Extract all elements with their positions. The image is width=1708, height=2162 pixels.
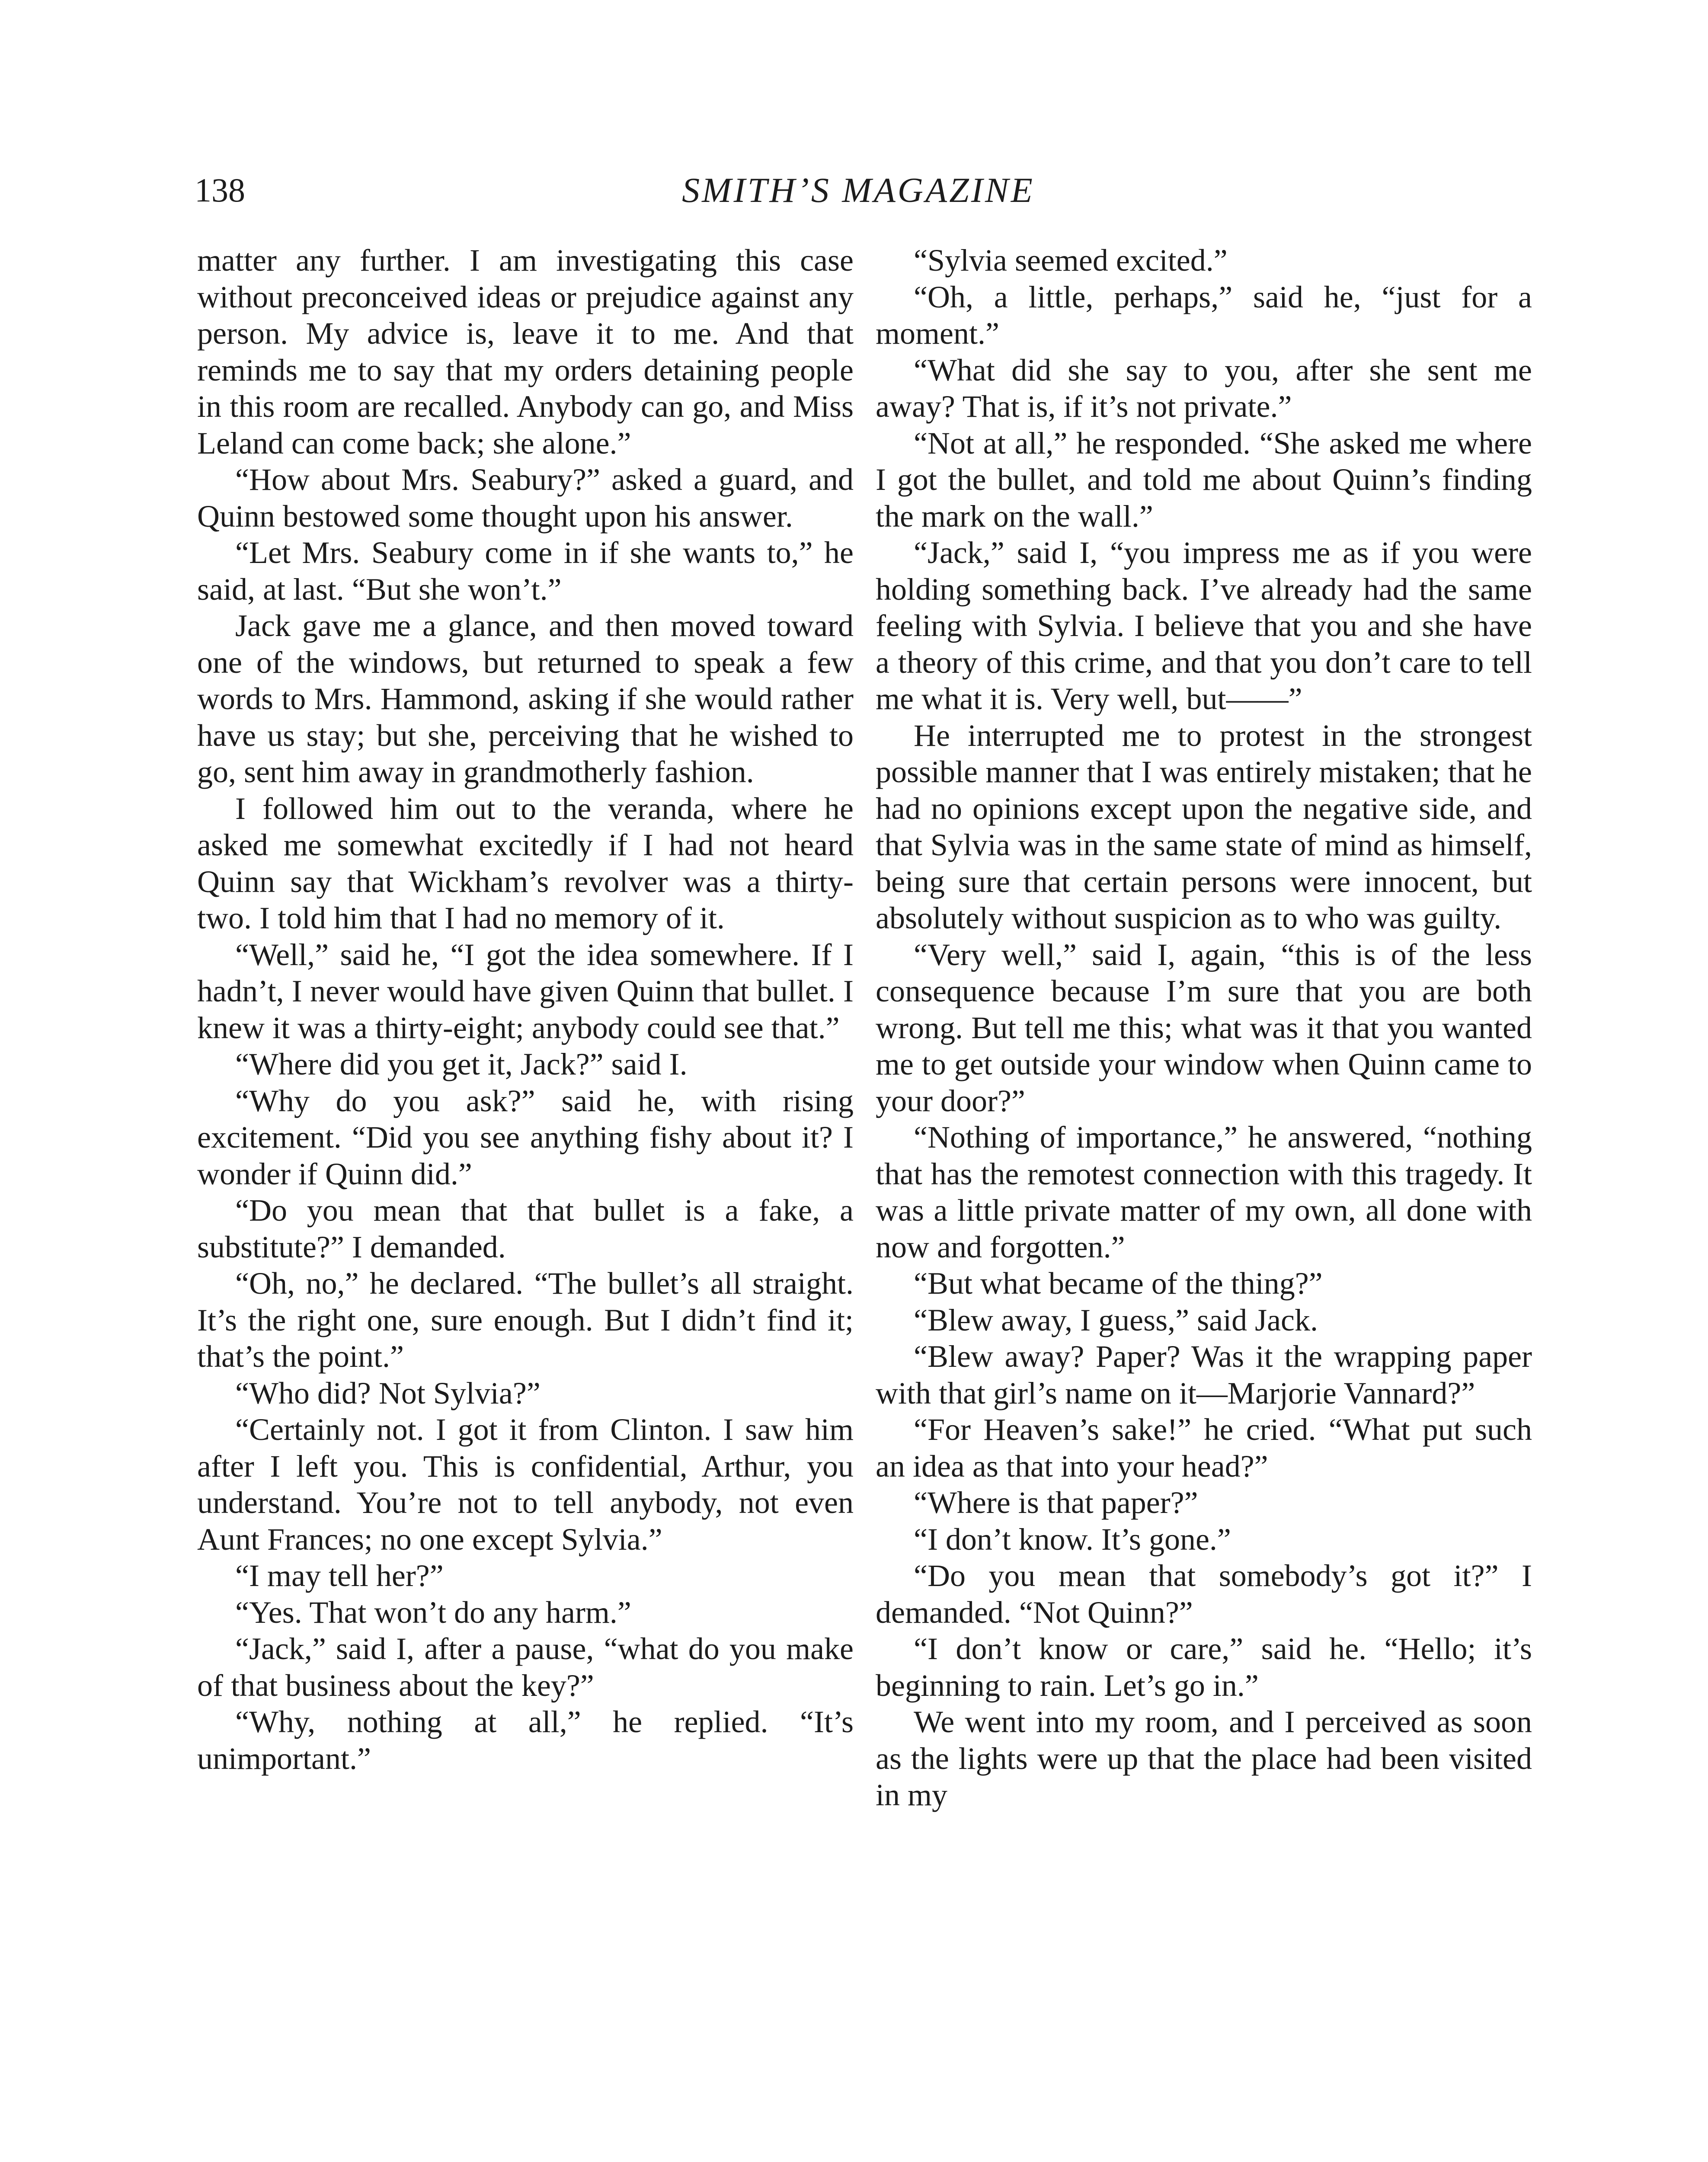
paragraph: “Oh, no,” he declared. “The bullet’s all straight. It’s the right one, sure enough. But I didn’t find it; that’s the point.” [197, 1266, 854, 1374]
paragraph: He interrupted me to protest in the strongest possible manner that I was entirely mistaken; that he had no opinions except upon the negative side, and that Sylvia was in the same state of mind as himself, being sure that certain persons were innocent, but absolutely without suspicion as to who was guilty. [876, 718, 1532, 935]
paragraph: “I don’t know. It’s gone.” [914, 1522, 1231, 1557]
paragraph: “Blew away, I guess,” said Jack. [914, 1302, 1318, 1337]
paragraph: “Very well,” said I, again, “this is of the less consequence because I’m sure that you are both wrong. But tell me this; what was it that you wanted me to get outside your window when Quinn came to your door?” [876, 937, 1532, 1118]
paragraph: “Jack,” said I, “you impress me as if you were holding something back. I’ve already had the same feeling with Sylvia. I believe that you and she have a theory of this crime, and that you don’t care to tell me what it is. Very well, but——” [876, 535, 1532, 716]
text-column-right [876, 242, 1532, 1813]
paragraph: “But what became of the thing?” [914, 1266, 1323, 1301]
text-column-left [197, 242, 854, 1777]
paragraph: “For Heaven’s sake!” he cried. “What put such an idea as that into your head?” [876, 1412, 1532, 1484]
paragraph: “Let Mrs. Seabury come in if she wants to,” he said, at last. “But she won’t.” [197, 535, 854, 607]
paragraph: Jack gave me a glance, and then moved toward one of the windows, but returned to speak a few words to Mrs. Hammond, asking if she would rather have us stay; but she, perceiving that he wished to go, sent him away in grandmotherly fashion. [197, 608, 854, 789]
paragraph: “Why, nothing at all,” he replied. “It’s unimportant.” [197, 1705, 854, 1776]
page-header [195, 166, 1522, 223]
paragraph: “I don’t know or care,” said he. “Hello; it’s beginning to rain. Let’s go in.” [876, 1631, 1532, 1703]
paragraph: “Yes. That won’t do any harm.” [235, 1595, 631, 1630]
paragraph: “Jack,” said I, after a pause, “what do you make of that business about the key?” [197, 1631, 854, 1703]
paragraph: “Do you mean that somebody’s got it?” I demanded. “Not Quinn?” [876, 1558, 1532, 1630]
paragraph: “Certainly not. I got it from Clinton. I saw him after I left you. This is confidential, Arthur, you understand. You’re not to tell anybody, not even Aunt Frances; no one except Sylvia.” [197, 1412, 854, 1557]
paragraph: “Oh, a little, perhaps,” said he, “just for a moment.” [876, 279, 1532, 351]
paragraph: “I may tell her?” [235, 1558, 444, 1593]
paragraph: “Where did you get it, Jack?” said I. [235, 1047, 688, 1081]
paragraph: “Well,” said he, “I got the idea somewhere. If I hadn’t, I never would have given Quinn that bullet. I knew it was a thirty-eight; anybody could see that.” [197, 937, 854, 1045]
paragraph: “Blew away? Paper? Was it the wrapping paper with that girl’s name on it—Marjorie Vannard?” [876, 1339, 1532, 1410]
paragraph: “How about Mrs. Seabury?” asked a guard, and Quinn bestowed some thought upon his answer. [197, 462, 854, 534]
paragraph: “Do you mean that that bullet is a fake, a substitute?” I demanded. [197, 1193, 854, 1264]
paragraph: I followed him out to the veranda, where he asked me somewhat excitedly if I had not heard Quinn say that Wickham’s revolver was a thirty-two. I told him that I had no memory of it. [197, 791, 854, 935]
paragraph: “Where is that paper?” [914, 1485, 1198, 1520]
paragraph: matter any further. I am investigating this case without preconceived ideas or prejudice against any person. My advice is, leave it to me. And that reminds me to say that my orders detaining people in this room are recalled. Anybody can go, and Miss Leland can come back; she alone.” [197, 243, 854, 461]
paragraph: We went into my room, and I perceived as soon as the lights were up that the place had been visited in my [876, 1705, 1532, 1812]
page-number: 138 [195, 171, 245, 209]
paragraph: “Not at all,” he responded. “She asked me where I got the bullet, and told me about Quinn’s finding the mark on the wall.” [876, 425, 1532, 534]
running-title: SMITH’S MAGAZINE [682, 170, 1035, 210]
paragraph: “Sylvia seemed excited.” [914, 243, 1228, 278]
paragraph: “Nothing of importance,” he answered, “nothing that has the remotest connection with this tragedy. It was a little private matter of my own, all done with now and forgotten.” [876, 1120, 1532, 1264]
paragraph: “What did she say to you, after she sent me away? That is, if it’s not private.” [876, 352, 1532, 424]
paragraph: “Why do you ask?” said he, with rising excitement. “Did you see anything fishy about it? I wonder if Quinn did.” [197, 1083, 854, 1191]
paragraph: “Who did? Not Sylvia?” [235, 1375, 541, 1410]
